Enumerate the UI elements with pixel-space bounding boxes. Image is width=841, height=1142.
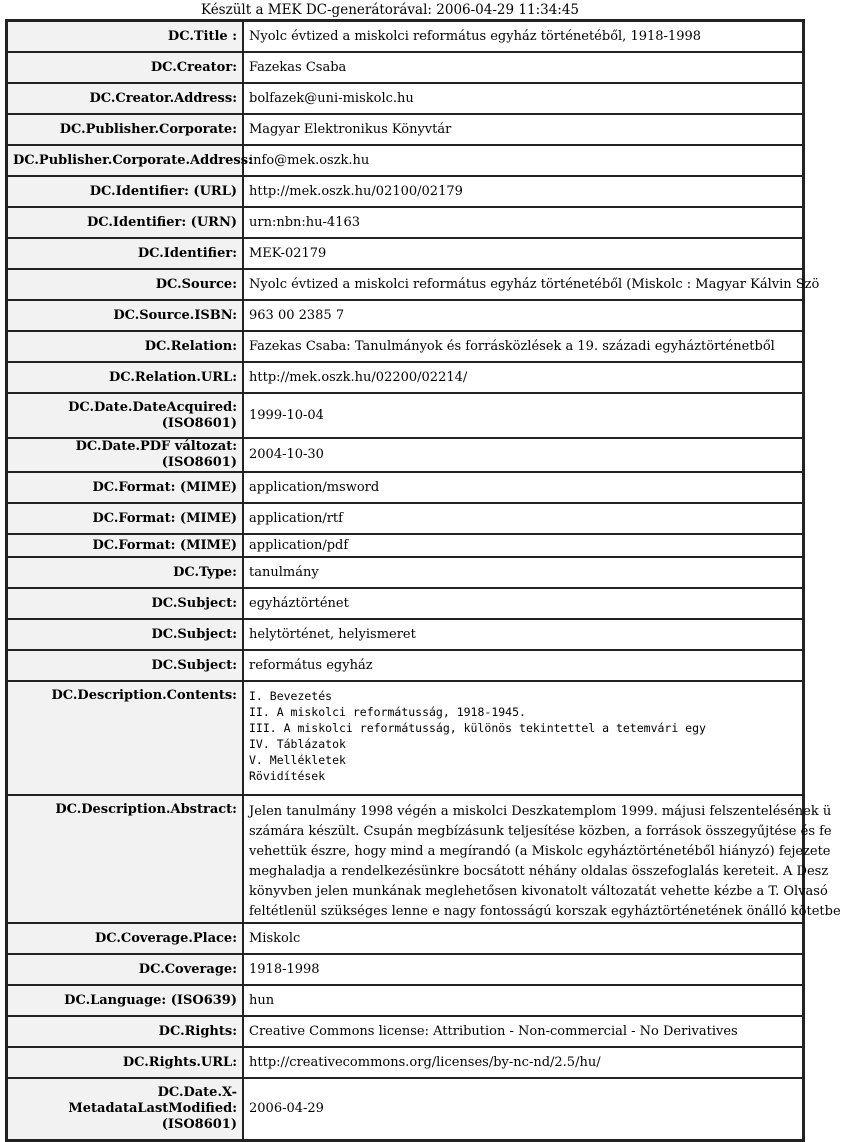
table-row [7,681,803,795]
table-row [7,114,803,145]
contents-line: II. A miskolci reformátusság, 1918-1945. [249,705,526,719]
field-value: application/rtf [243,503,803,534]
abstract-line: vehettük észre, hogy mind a megírandó (a Miskolc egyháztörténetéből hiányzó) fejezete [249,844,831,859]
table-row [7,954,803,985]
field-label: DC.Description.Contents: [7,681,243,795]
field-label: DC.Relation.URL: [7,362,243,393]
field-label: DC.Date.DateAcquired: (ISO8601) [7,393,243,438]
table-row [7,534,803,557]
field-label: DC.Source.ISBN: [7,300,243,331]
abstract-line: könyvben jelen munkának meglehetősen kivonatolt változatát vehette kézbe a T. Olvasó [249,884,828,899]
table-row [7,145,803,176]
field-value: MEK-02179 [243,238,803,269]
table-row [7,207,803,238]
field-value: 1918-1998 [243,954,803,985]
table-row [7,923,803,954]
abstract-line: meghaladja a rendelkezésünkre bocsátott néhány oldalas összefoglalás kereteit. A Desz [249,864,829,879]
field-label: DC.Publisher.Corporate.Address: [7,145,243,176]
field-value: application/msword [243,472,803,503]
table-row [7,1078,803,1140]
table-row [7,238,803,269]
field-label: DC.Coverage: [7,954,243,985]
field-label: DC.Subject: [7,650,243,681]
table-row [7,472,803,503]
abstract-line: feltétlenül szükséges lenne e nagy fontosságú korszak egyháztörténetének önálló kötetbe [249,904,841,919]
field-label: DC.Coverage.Place: [7,923,243,954]
field-value: református egyház [243,650,803,681]
contents-line: III. A miskolci reformátusság, különös tekintettel a tetemvári egy [249,721,706,735]
field-label: DC.Type: [7,557,243,588]
generator-caption: Készült a MEK DC-generátorával: 2006-04-29 11:34:45 [200,2,580,18]
field-label: DC.Rights: [7,1016,243,1047]
field-label: DC.Date.PDF változat: (ISO8601) [7,438,243,472]
field-value: tanulmány [243,557,803,588]
field-value: 963 00 2385 7 [243,300,803,331]
field-value: bolfazek@uni-miskolc.hu [243,83,803,114]
abstract-line: Jelen tanulmány 1998 végén a miskolci Deszkatemplom 1999. májusi felszentelésének ü [249,804,832,819]
field-value: Fazekas Csaba: Tanulmányok és forrásközlések a 19. századi egyháztörténetből [243,331,803,362]
table-row [7,176,803,207]
field-value: Nyolc évtized a miskolci református egyház történetéből, 1918-1998 [243,21,803,52]
table-row [7,503,803,534]
field-label: DC.Creator.Address: [7,83,243,114]
field-label: DC.Format: (MIME) [7,472,243,503]
field-label: DC.Subject: [7,619,243,650]
field-value: 2004-10-30 [243,438,803,472]
field-value: Fazekas Csaba [243,52,803,83]
field-value: helytörténet, helyismeret [243,619,803,650]
field-value [243,795,841,923]
field-label: DC.Format: (MIME) [7,503,243,534]
table-row [7,300,803,331]
table-row [7,21,803,52]
table-row [7,588,803,619]
field-value [243,681,803,795]
table-row [7,557,803,588]
abstract-line: számára készült. Csupán megbízásunk teljesítése közben, a források összegyűjtése és fe [249,824,832,839]
field-label: DC.Description.Abstract: [7,795,243,923]
field-value: Miskolc [243,923,803,954]
field-label: DC.Source: [7,269,243,300]
field-label: DC.Date.X-MetadataLastModified: (ISO8601) [7,1078,243,1140]
table-row [7,83,803,114]
field-label: DC.Relation: [7,331,243,362]
field-label: DC.Language: (ISO639) [7,985,243,1016]
table-row [7,393,803,438]
field-value: application/pdf [243,534,803,557]
field-label: DC.Identifier: (URN) [7,207,243,238]
table-row [7,619,803,650]
contents-line: I. Bevezetés [249,689,333,703]
field-value: Magyar Elektronikus Könyvtár [243,114,803,145]
field-label: DC.Identifier: (URL) [7,176,243,207]
field-value: Nyolc évtized a miskolci református egyház történetéből (Miskolc : Magyar Kálvin Szö [243,269,803,300]
metadata-table [5,19,841,1142]
field-label: DC.Publisher.Corporate: [7,114,243,145]
field-label: DC.Subject: [7,588,243,619]
field-value: urn:nbn:hu-4163 [243,207,803,238]
field-value: 2006-04-29 [243,1078,803,1140]
field-value: Creative Commons license: Attribution - Non-commercial - No Derivatives [243,1016,803,1047]
table-row [7,1047,803,1078]
table-row [7,795,803,923]
table-row [7,985,803,1016]
table-row [7,650,803,681]
table-row [7,1016,803,1047]
field-value: 1999-10-04 [243,393,803,438]
table-row [7,362,803,393]
contents-line: Rövidítések [249,769,326,783]
table-row [7,269,803,300]
field-value: http://mek.oszk.hu/02100/02179 [243,176,803,207]
field-value: egyháztörténet [243,588,803,619]
field-value: hun [243,985,803,1016]
contents-line: IV. Táblázatok [249,737,346,751]
table-row [7,331,803,362]
field-value: http://creativecommons.org/licenses/by-nc-nd/2.5/hu/ [243,1047,803,1078]
field-label: DC.Format: (MIME) [7,534,243,557]
field-value: http://mek.oszk.hu/02200/02214/ [243,362,803,393]
field-label: DC.Rights.URL: [7,1047,243,1078]
table-row [7,52,803,83]
metadata-table-container [5,19,841,1142]
contents-line: V. Mellékletek [249,753,346,767]
field-label: DC.Title : [7,21,243,52]
field-label: DC.Identifier: [7,238,243,269]
field-value: info@mek.oszk.hu [243,145,803,176]
field-label: DC.Creator: [7,52,243,83]
table-row [7,438,803,472]
